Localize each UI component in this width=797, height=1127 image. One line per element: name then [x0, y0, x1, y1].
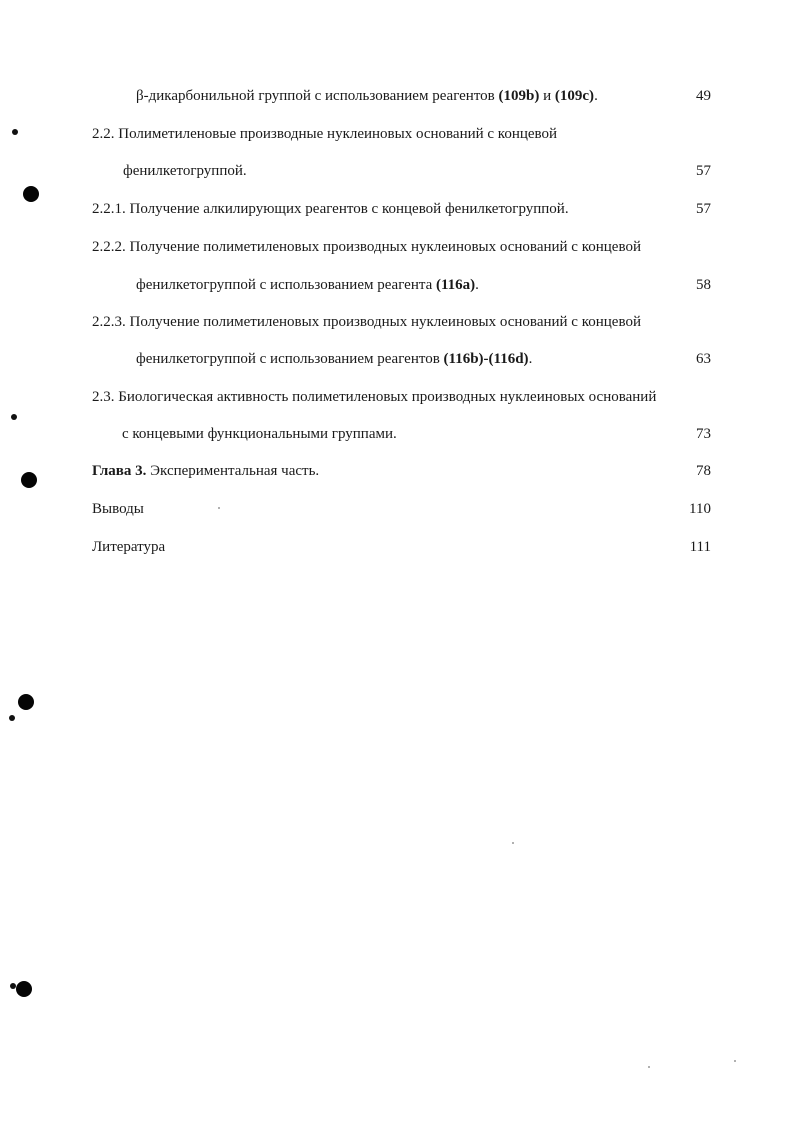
- toc-text-run: фенилкетогруппой с использованием реагентов: [136, 351, 444, 367]
- speck-3: [9, 715, 15, 721]
- toc-line: [0, 459, 797, 483]
- toc-line: [0, 422, 797, 446]
- toc-line: [0, 273, 797, 297]
- toc-bold-ref: (116b)-(116d): [443, 351, 529, 367]
- toc-entry-text: [92, 310, 641, 334]
- toc-line: [0, 310, 797, 334]
- toc-entry-text: [136, 273, 479, 297]
- toc-page-number: 110: [689, 501, 711, 517]
- toc-bold-ref: Глава 3.: [92, 463, 147, 479]
- toc-text-run: Выводы: [92, 501, 144, 517]
- toc-text-run: 2.2.2. Получение полиметиленовых производных нуклеиновых оснований с концевой: [92, 239, 641, 255]
- toc-bold-ref: (116a): [436, 277, 476, 293]
- speck-2: [11, 414, 17, 420]
- toc-page-number: 111: [689, 539, 711, 555]
- toc-page-number: 58: [696, 277, 711, 293]
- toc-text-run: 2.2.1. Получение алкилирующих реагентов с концевой фенилкетогруппой.: [92, 201, 569, 217]
- toc-line: [0, 84, 797, 108]
- dust-3: [734, 1060, 736, 1062]
- toc-entry-text: [122, 422, 397, 446]
- toc-line: [0, 385, 797, 409]
- toc-line: [0, 197, 797, 221]
- toc-line: [0, 347, 797, 371]
- toc-text-run: Экспериментальная часть.: [146, 463, 320, 479]
- toc-text-run: .: [594, 88, 598, 104]
- toc-page-number: 73: [696, 426, 711, 442]
- toc-text-run: .: [528, 351, 533, 367]
- toc-page-number: 57: [696, 163, 711, 179]
- toc-line: [0, 122, 797, 146]
- toc-text-run: фенилкетогруппой.: [123, 163, 247, 179]
- punch-hole-4: [16, 981, 32, 997]
- toc-entry-text: [92, 197, 569, 221]
- toc-entry-text: [136, 347, 532, 371]
- toc-text-run: с концевыми функциональными группами.: [122, 426, 397, 442]
- toc-text-run: 2.2. Полиметиленовые производные нуклеиновых оснований с концевой: [92, 126, 558, 142]
- toc-page-number: 78: [696, 463, 711, 479]
- toc-entry-text: [92, 497, 144, 521]
- toc-entry-text: [92, 122, 557, 146]
- toc-line: [0, 497, 797, 521]
- toc-text-run: .: [475, 277, 479, 293]
- toc-line: [0, 535, 797, 559]
- toc-text-run: фенилкетогруппой с использованием реагента: [136, 277, 436, 293]
- toc-text-run: 2.2.3. Получение полиметиленовых производных нуклеиновых оснований с концевой: [92, 314, 641, 330]
- toc-entry-text: [92, 385, 656, 409]
- toc-entry-text: [123, 159, 247, 183]
- toc-line: [0, 159, 797, 183]
- toc-text-run: 2.3. Биологическая активность полиметиленовых производных нуклеиновых оснований: [92, 389, 657, 405]
- toc-entry-text: [92, 459, 319, 483]
- dust-1: [512, 842, 514, 844]
- toc-entry-text: [92, 235, 641, 259]
- punch-hole-3: [18, 694, 34, 710]
- toc-bold-ref: (109b): [498, 88, 540, 104]
- toc-entry-text: [92, 535, 165, 559]
- dust-2: [648, 1066, 650, 1068]
- toc-page-number: 63: [696, 351, 711, 367]
- toc-line: [0, 235, 797, 259]
- toc-bold-ref: (109c): [554, 88, 595, 104]
- toc-text-run: и: [539, 88, 555, 104]
- speck-4: [10, 983, 16, 989]
- toc-entry-text: [136, 84, 598, 108]
- toc-page-number: 57: [696, 201, 711, 217]
- toc-text-run: Литература: [92, 539, 166, 555]
- toc-page-number: 49: [696, 88, 711, 104]
- toc-text-run: β-дикарбонильной группой с использованием реагентов: [136, 88, 499, 104]
